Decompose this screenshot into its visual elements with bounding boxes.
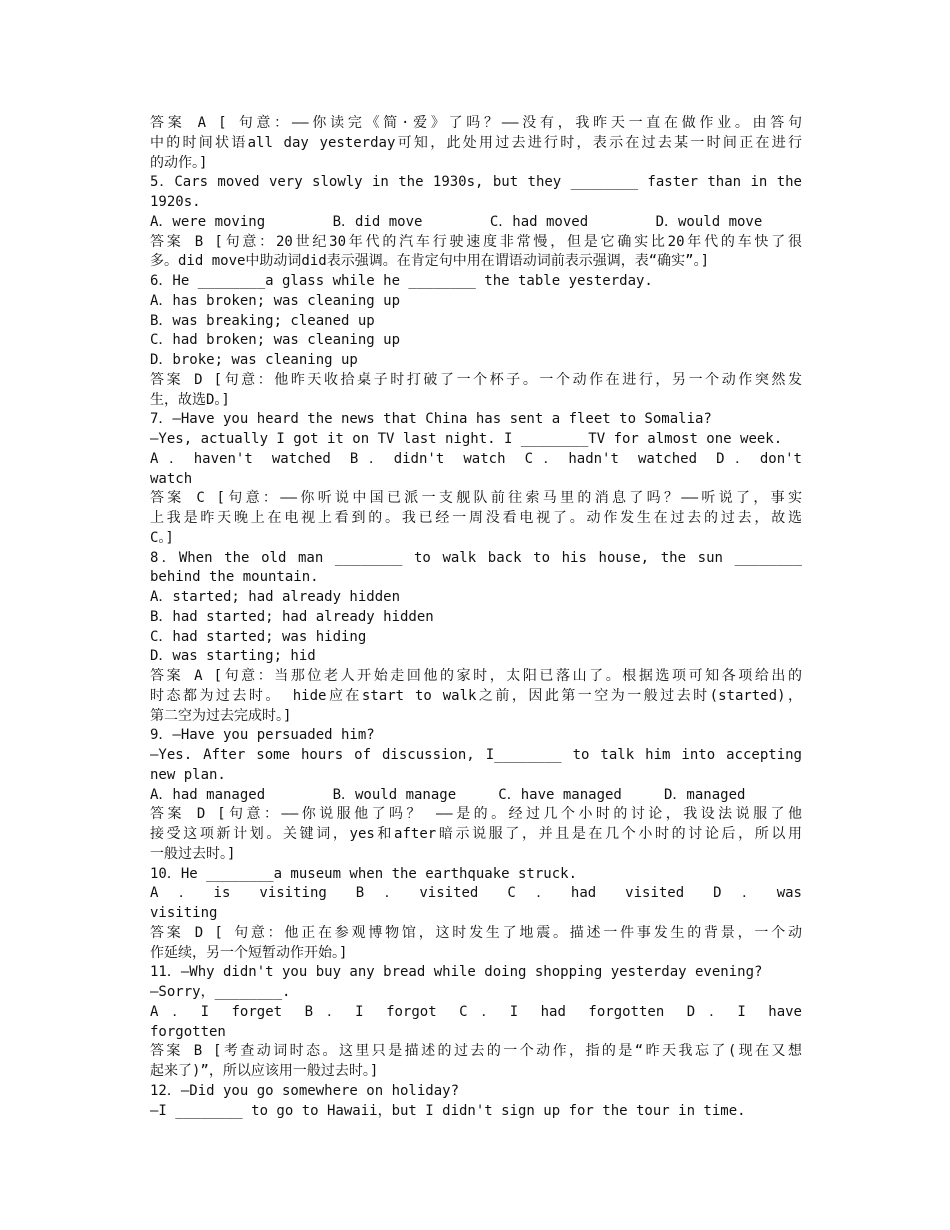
text-line: 答案 C [句意：——你听说中国已派一支舰队前往索马里的消息了吗？——听说了，事实 xyxy=(150,490,802,507)
text-line: 6．He ________a glass while he ________ the table yesterday. xyxy=(150,273,653,289)
text-line: 第二空为过去完成时。] xyxy=(150,707,292,724)
text-line: —Sorry，________. xyxy=(150,984,291,1000)
text-line: B．was breaking; cleaned up xyxy=(150,312,375,329)
text-line: watch xyxy=(150,470,193,487)
text-line: D．was starting; hid xyxy=(150,648,316,665)
text-line: 一般过去时。] xyxy=(150,845,236,862)
text-line: 接受这项新计划。关键词，yes和after暗示说服了，并且是在几个小时的讨论后，所以用 xyxy=(150,826,802,842)
text-line: A．had managed B．would manage C．have managed D．managed xyxy=(150,786,746,803)
text-line: A．I forget B．I forgot C．I had forgotten D．I have xyxy=(150,1003,802,1020)
text-line: A．started; had already hidden xyxy=(150,589,401,605)
text-line: 时态都为过去时。 hide应在start to walk之前，因此第一空为一般过去时(started)， xyxy=(150,687,802,704)
text-line: 起来了)”，所以应该用一般过去时。] xyxy=(150,1063,379,1079)
text-line: 答案 D [句意：他昨天收拾桌子时打破了一个杯子。一个动作在进行，另一个动作突然发 xyxy=(150,371,802,388)
text-line: C．had started; was hiding xyxy=(150,628,367,645)
text-line: —I ________ to go to Hawaii，but I didn't sign up for the tour in time. xyxy=(150,1102,746,1119)
text-line: 11．—Why didn't you buy any bread while doing shopping yesterday evening? xyxy=(150,964,763,981)
text-line: 5．Cars moved very slowly in the 1930s, but they ________ faster than in the xyxy=(150,174,802,191)
text-line: 8．When the old man ________ to walk back to his house, the sun ________ xyxy=(150,549,802,566)
text-line: 生，故选D。] xyxy=(150,391,230,408)
text-line: A．were moving B．did move C．had moved D．would move xyxy=(150,213,763,230)
text-line: new plan. xyxy=(150,766,226,783)
text-line: C。] xyxy=(150,529,174,546)
text-line: 答案 A [句意：当那位老人开始走回他的家时，太阳已落山了。根据选项可知各项给出的 xyxy=(150,668,802,684)
text-line: 答案 D [ 句意：他正在参观博物馆，这时发生了地震。描述一件事发生的背景，一个动 xyxy=(150,924,802,941)
text-line: forgotten xyxy=(150,1023,226,1040)
text-line: 多。did move中助动词did表示强调。在肯定句中用在谓语动词前表示强调，表“确实”。] xyxy=(150,253,709,270)
text-line: visiting xyxy=(150,905,218,921)
text-line: 上我是昨天晚上在电视上看到的。我已经一周没看电视了。动作发生在过去的过去，故选 xyxy=(150,510,802,526)
document-page xyxy=(150,114,802,1121)
text-line: 1920s. xyxy=(150,194,201,210)
text-line: 答案 A [ 句意：——你读完《简·爱》了吗？——没有，我昨天一直在做作业。由答句 xyxy=(150,115,802,131)
text-line: behind the mountain. xyxy=(150,569,319,586)
text-line: D．broke; was cleaning up xyxy=(150,352,358,368)
text-line: A．has broken; was cleaning up xyxy=(150,292,401,309)
text-line: —Yes, actually I got it on TV last night. I ________TV for almost one week. xyxy=(150,431,783,447)
text-line: C．had broken; was cleaning up xyxy=(150,332,401,349)
text-line: 答案 B [考查动词时态。这里只是描述的过去的一个动作，指的是“昨天我忘了(现在又想 xyxy=(150,1043,802,1060)
text-line: 9．—Have you persuaded him? xyxy=(150,727,375,744)
text-line: 的动作。] xyxy=(150,154,208,171)
text-line: 10．He ________a museum when the earthquake struck. xyxy=(150,865,578,882)
text-line: 7．—Have you heard the news that China has sent a fleet to Somalia? xyxy=(150,411,712,428)
text-line: A．haven't watched B．didn't watch C．hadn't watched D．don't xyxy=(150,450,802,467)
text-line: 作延续，另一个短暂动作开始。] xyxy=(150,944,348,961)
text-line: —Yes. After some hours of discussion, I________ to talk him into accepting xyxy=(150,747,802,763)
text-line: B．had started; had already hidden xyxy=(150,608,434,625)
text-line: 12．—Did you go somewhere on holiday? xyxy=(150,1082,460,1099)
text-line: A．is visiting B．visited C．had visited D．was xyxy=(150,885,802,902)
text-line: 答案 D [句意：——你说服他了吗？ ——是的。经过几个小时的讨论，我设法说服了他 xyxy=(150,806,802,823)
text-line: 答案 B [句意：20世纪30年代的汽车行驶速度非常慢，但是它确实比20年代的车快了很 xyxy=(150,233,802,250)
text-line: 中的时间状语all day yesterday可知，此处用过去进行时，表示在过去某一时间正在进行 xyxy=(150,134,802,151)
